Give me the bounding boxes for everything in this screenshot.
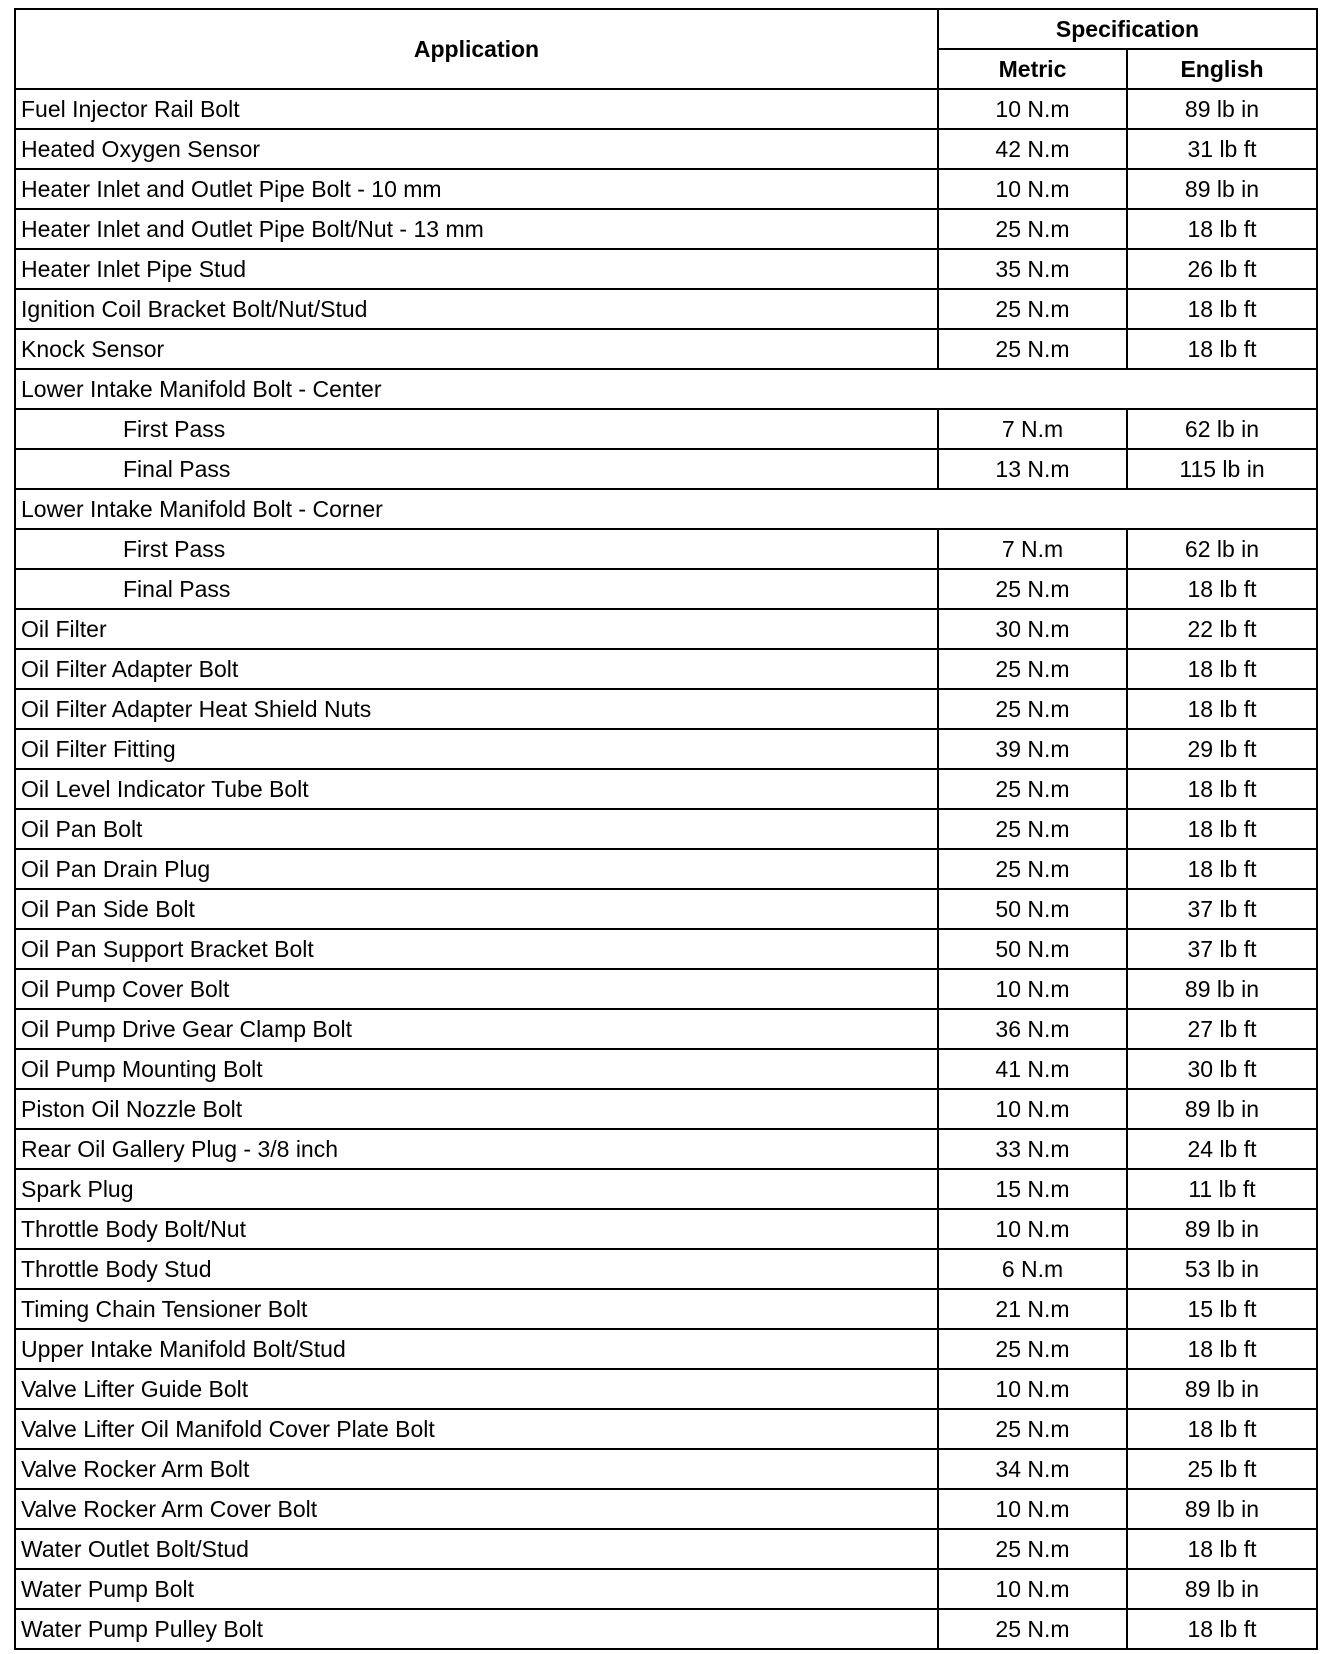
english-header: English xyxy=(1127,49,1317,89)
table-row xyxy=(15,569,1317,609)
metric-cell: 25 N.m xyxy=(938,209,1127,249)
application-cell: Oil Pump Drive Gear Clamp Bolt xyxy=(15,1009,938,1049)
english-cell: 18 lb ft xyxy=(1127,289,1317,329)
english-cell: 30 lb ft xyxy=(1127,1049,1317,1089)
application-cell: Piston Oil Nozzle Bolt xyxy=(15,1089,938,1129)
table-row xyxy=(15,89,1317,129)
group-row xyxy=(15,489,1317,529)
table-row xyxy=(15,609,1317,649)
table-row xyxy=(15,449,1317,489)
application-cell: Heater Inlet and Outlet Pipe Bolt/Nut - 13 mm xyxy=(15,209,938,249)
table-row xyxy=(15,809,1317,849)
application-cell: Oil Pump Mounting Bolt xyxy=(15,1049,938,1089)
metric-cell: 25 N.m xyxy=(938,689,1127,729)
table-row xyxy=(15,169,1317,209)
metric-cell: 25 N.m xyxy=(938,1609,1127,1649)
application-cell: Water Pump Bolt xyxy=(15,1569,938,1609)
application-cell: Ignition Coil Bracket Bolt/Nut/Stud xyxy=(15,289,938,329)
metric-cell: 41 N.m xyxy=(938,1049,1127,1089)
metric-cell: 36 N.m xyxy=(938,1009,1127,1049)
application-cell: First Pass xyxy=(15,529,938,569)
english-cell: 37 lb ft xyxy=(1127,889,1317,929)
english-cell: 89 lb in xyxy=(1127,89,1317,129)
metric-cell: 25 N.m xyxy=(938,569,1127,609)
metric-cell: 25 N.m xyxy=(938,329,1127,369)
table-row xyxy=(15,769,1317,809)
application-cell: Valve Rocker Arm Bolt xyxy=(15,1449,938,1489)
metric-cell: 7 N.m xyxy=(938,529,1127,569)
application-cell: Heater Inlet and Outlet Pipe Bolt - 10 mm xyxy=(15,169,938,209)
application-cell: Final Pass xyxy=(15,569,938,609)
metric-cell: 6 N.m xyxy=(938,1249,1127,1289)
application-header: Application xyxy=(15,9,938,89)
english-cell: 18 lb ft xyxy=(1127,849,1317,889)
english-cell: 89 lb in xyxy=(1127,169,1317,209)
metric-cell: 10 N.m xyxy=(938,1569,1127,1609)
table-body xyxy=(15,89,1317,1649)
metric-cell: 25 N.m xyxy=(938,1409,1127,1449)
metric-cell: 25 N.m xyxy=(938,809,1127,849)
application-cell: Oil Filter Adapter Heat Shield Nuts xyxy=(15,689,938,729)
application-cell: Oil Pan Support Bracket Bolt xyxy=(15,929,938,969)
english-cell: 89 lb in xyxy=(1127,1569,1317,1609)
application-cell: Fuel Injector Rail Bolt xyxy=(15,89,938,129)
table-row xyxy=(15,929,1317,969)
table-row xyxy=(15,1089,1317,1129)
table-row xyxy=(15,1369,1317,1409)
english-cell: 62 lb in xyxy=(1127,529,1317,569)
application-cell: Oil Filter Adapter Bolt xyxy=(15,649,938,689)
application-cell: Oil Pan Drain Plug xyxy=(15,849,938,889)
metric-cell: 25 N.m xyxy=(938,1329,1127,1369)
english-cell: 89 lb in xyxy=(1127,1089,1317,1129)
application-cell: Oil Filter Fitting xyxy=(15,729,938,769)
metric-cell: 50 N.m xyxy=(938,929,1127,969)
application-cell: Oil Filter xyxy=(15,609,938,649)
application-cell: Heater Inlet Pipe Stud xyxy=(15,249,938,289)
group-row xyxy=(15,369,1317,409)
metric-cell: 10 N.m xyxy=(938,969,1127,1009)
application-cell: Valve Rocker Arm Cover Bolt xyxy=(15,1489,938,1529)
table-row xyxy=(15,129,1317,169)
metric-header: Metric xyxy=(938,49,1127,89)
table-row xyxy=(15,1609,1317,1649)
english-cell: 89 lb in xyxy=(1127,1369,1317,1409)
table-row xyxy=(15,889,1317,929)
application-cell: Valve Lifter Oil Manifold Cover Plate Bolt xyxy=(15,1409,938,1449)
application-cell: Rear Oil Gallery Plug - 3/8 inch xyxy=(15,1129,938,1169)
english-cell: 37 lb ft xyxy=(1127,929,1317,969)
table-row xyxy=(15,1569,1317,1609)
english-cell: 18 lb ft xyxy=(1127,689,1317,729)
header-row-top xyxy=(15,9,1317,49)
specification-header: Specification xyxy=(938,9,1317,49)
english-cell: 53 lb in xyxy=(1127,1249,1317,1289)
english-cell: 89 lb in xyxy=(1127,1209,1317,1249)
table-row xyxy=(15,209,1317,249)
table-row xyxy=(15,1169,1317,1209)
application-cell: Water Pump Pulley Bolt xyxy=(15,1609,938,1649)
english-cell: 11 lb ft xyxy=(1127,1169,1317,1209)
table-row xyxy=(15,249,1317,289)
table-row xyxy=(15,729,1317,769)
english-cell: 18 lb ft xyxy=(1127,1329,1317,1369)
table-row xyxy=(15,1289,1317,1329)
english-cell: 15 lb ft xyxy=(1127,1289,1317,1329)
table-row xyxy=(15,1209,1317,1249)
metric-cell: 25 N.m xyxy=(938,289,1127,329)
metric-cell: 15 N.m xyxy=(938,1169,1127,1209)
application-cell: First Pass xyxy=(15,409,938,449)
application-cell: Timing Chain Tensioner Bolt xyxy=(15,1289,938,1329)
metric-cell: 25 N.m xyxy=(938,769,1127,809)
metric-cell: 10 N.m xyxy=(938,89,1127,129)
metric-cell: 25 N.m xyxy=(938,649,1127,689)
application-cell: Oil Pan Bolt xyxy=(15,809,938,849)
application-cell: Valve Lifter Guide Bolt xyxy=(15,1369,938,1409)
english-cell: 18 lb ft xyxy=(1127,329,1317,369)
metric-cell: 39 N.m xyxy=(938,729,1127,769)
metric-cell: 10 N.m xyxy=(938,169,1127,209)
table-row xyxy=(15,529,1317,569)
torque-spec-table xyxy=(14,8,1318,1650)
application-cell: Water Outlet Bolt/Stud xyxy=(15,1529,938,1569)
table-row xyxy=(15,689,1317,729)
table-row xyxy=(15,1489,1317,1529)
english-cell: 89 lb in xyxy=(1127,969,1317,1009)
english-cell: 22 lb ft xyxy=(1127,609,1317,649)
application-cell: Throttle Body Bolt/Nut xyxy=(15,1209,938,1249)
application-cell: Upper Intake Manifold Bolt/Stud xyxy=(15,1329,938,1369)
table-row xyxy=(15,1529,1317,1569)
table-row xyxy=(15,1449,1317,1489)
table-row xyxy=(15,969,1317,1009)
metric-cell: 10 N.m xyxy=(938,1369,1127,1409)
metric-cell: 7 N.m xyxy=(938,409,1127,449)
table-row xyxy=(15,1249,1317,1289)
table-row xyxy=(15,1009,1317,1049)
table-row xyxy=(15,849,1317,889)
metric-cell: 34 N.m xyxy=(938,1449,1127,1489)
metric-cell: 10 N.m xyxy=(938,1209,1127,1249)
english-cell: 18 lb ft xyxy=(1127,1609,1317,1649)
english-cell: 18 lb ft xyxy=(1127,809,1317,849)
application-cell: Oil Level Indicator Tube Bolt xyxy=(15,769,938,809)
group-label: Lower Intake Manifold Bolt - Center xyxy=(15,369,1317,409)
english-cell: 89 lb in xyxy=(1127,1489,1317,1529)
table-row xyxy=(15,1129,1317,1169)
english-cell: 24 lb ft xyxy=(1127,1129,1317,1169)
application-cell: Throttle Body Stud xyxy=(15,1249,938,1289)
metric-cell: 50 N.m xyxy=(938,889,1127,929)
metric-cell: 25 N.m xyxy=(938,849,1127,889)
english-cell: 29 lb ft xyxy=(1127,729,1317,769)
english-cell: 18 lb ft xyxy=(1127,649,1317,689)
english-cell: 31 lb ft xyxy=(1127,129,1317,169)
application-cell: Oil Pan Side Bolt xyxy=(15,889,938,929)
metric-cell: 35 N.m xyxy=(938,249,1127,289)
english-cell: 18 lb ft xyxy=(1127,1409,1317,1449)
application-cell: Knock Sensor xyxy=(15,329,938,369)
english-cell: 26 lb ft xyxy=(1127,249,1317,289)
table-row xyxy=(15,289,1317,329)
metric-cell: 25 N.m xyxy=(938,1529,1127,1569)
group-label: Lower Intake Manifold Bolt - Corner xyxy=(15,489,1317,529)
table-row xyxy=(15,1409,1317,1449)
application-cell: Oil Pump Cover Bolt xyxy=(15,969,938,1009)
english-cell: 18 lb ft xyxy=(1127,769,1317,809)
table-row xyxy=(15,1329,1317,1369)
english-cell: 115 lb in xyxy=(1127,449,1317,489)
table-row xyxy=(15,329,1317,369)
application-cell: Spark Plug xyxy=(15,1169,938,1209)
metric-cell: 13 N.m xyxy=(938,449,1127,489)
metric-cell: 21 N.m xyxy=(938,1289,1127,1329)
metric-cell: 10 N.m xyxy=(938,1089,1127,1129)
table-row xyxy=(15,409,1317,449)
metric-cell: 33 N.m xyxy=(938,1129,1127,1169)
english-cell: 27 lb ft xyxy=(1127,1009,1317,1049)
table-row xyxy=(15,649,1317,689)
english-cell: 18 lb ft xyxy=(1127,209,1317,249)
metric-cell: 42 N.m xyxy=(938,129,1127,169)
english-cell: 62 lb in xyxy=(1127,409,1317,449)
application-cell: Final Pass xyxy=(15,449,938,489)
application-cell: Heated Oxygen Sensor xyxy=(15,129,938,169)
english-cell: 18 lb ft xyxy=(1127,1529,1317,1569)
english-cell: 18 lb ft xyxy=(1127,569,1317,609)
table-row xyxy=(15,1049,1317,1089)
metric-cell: 10 N.m xyxy=(938,1489,1127,1529)
metric-cell: 30 N.m xyxy=(938,609,1127,649)
english-cell: 25 lb ft xyxy=(1127,1449,1317,1489)
